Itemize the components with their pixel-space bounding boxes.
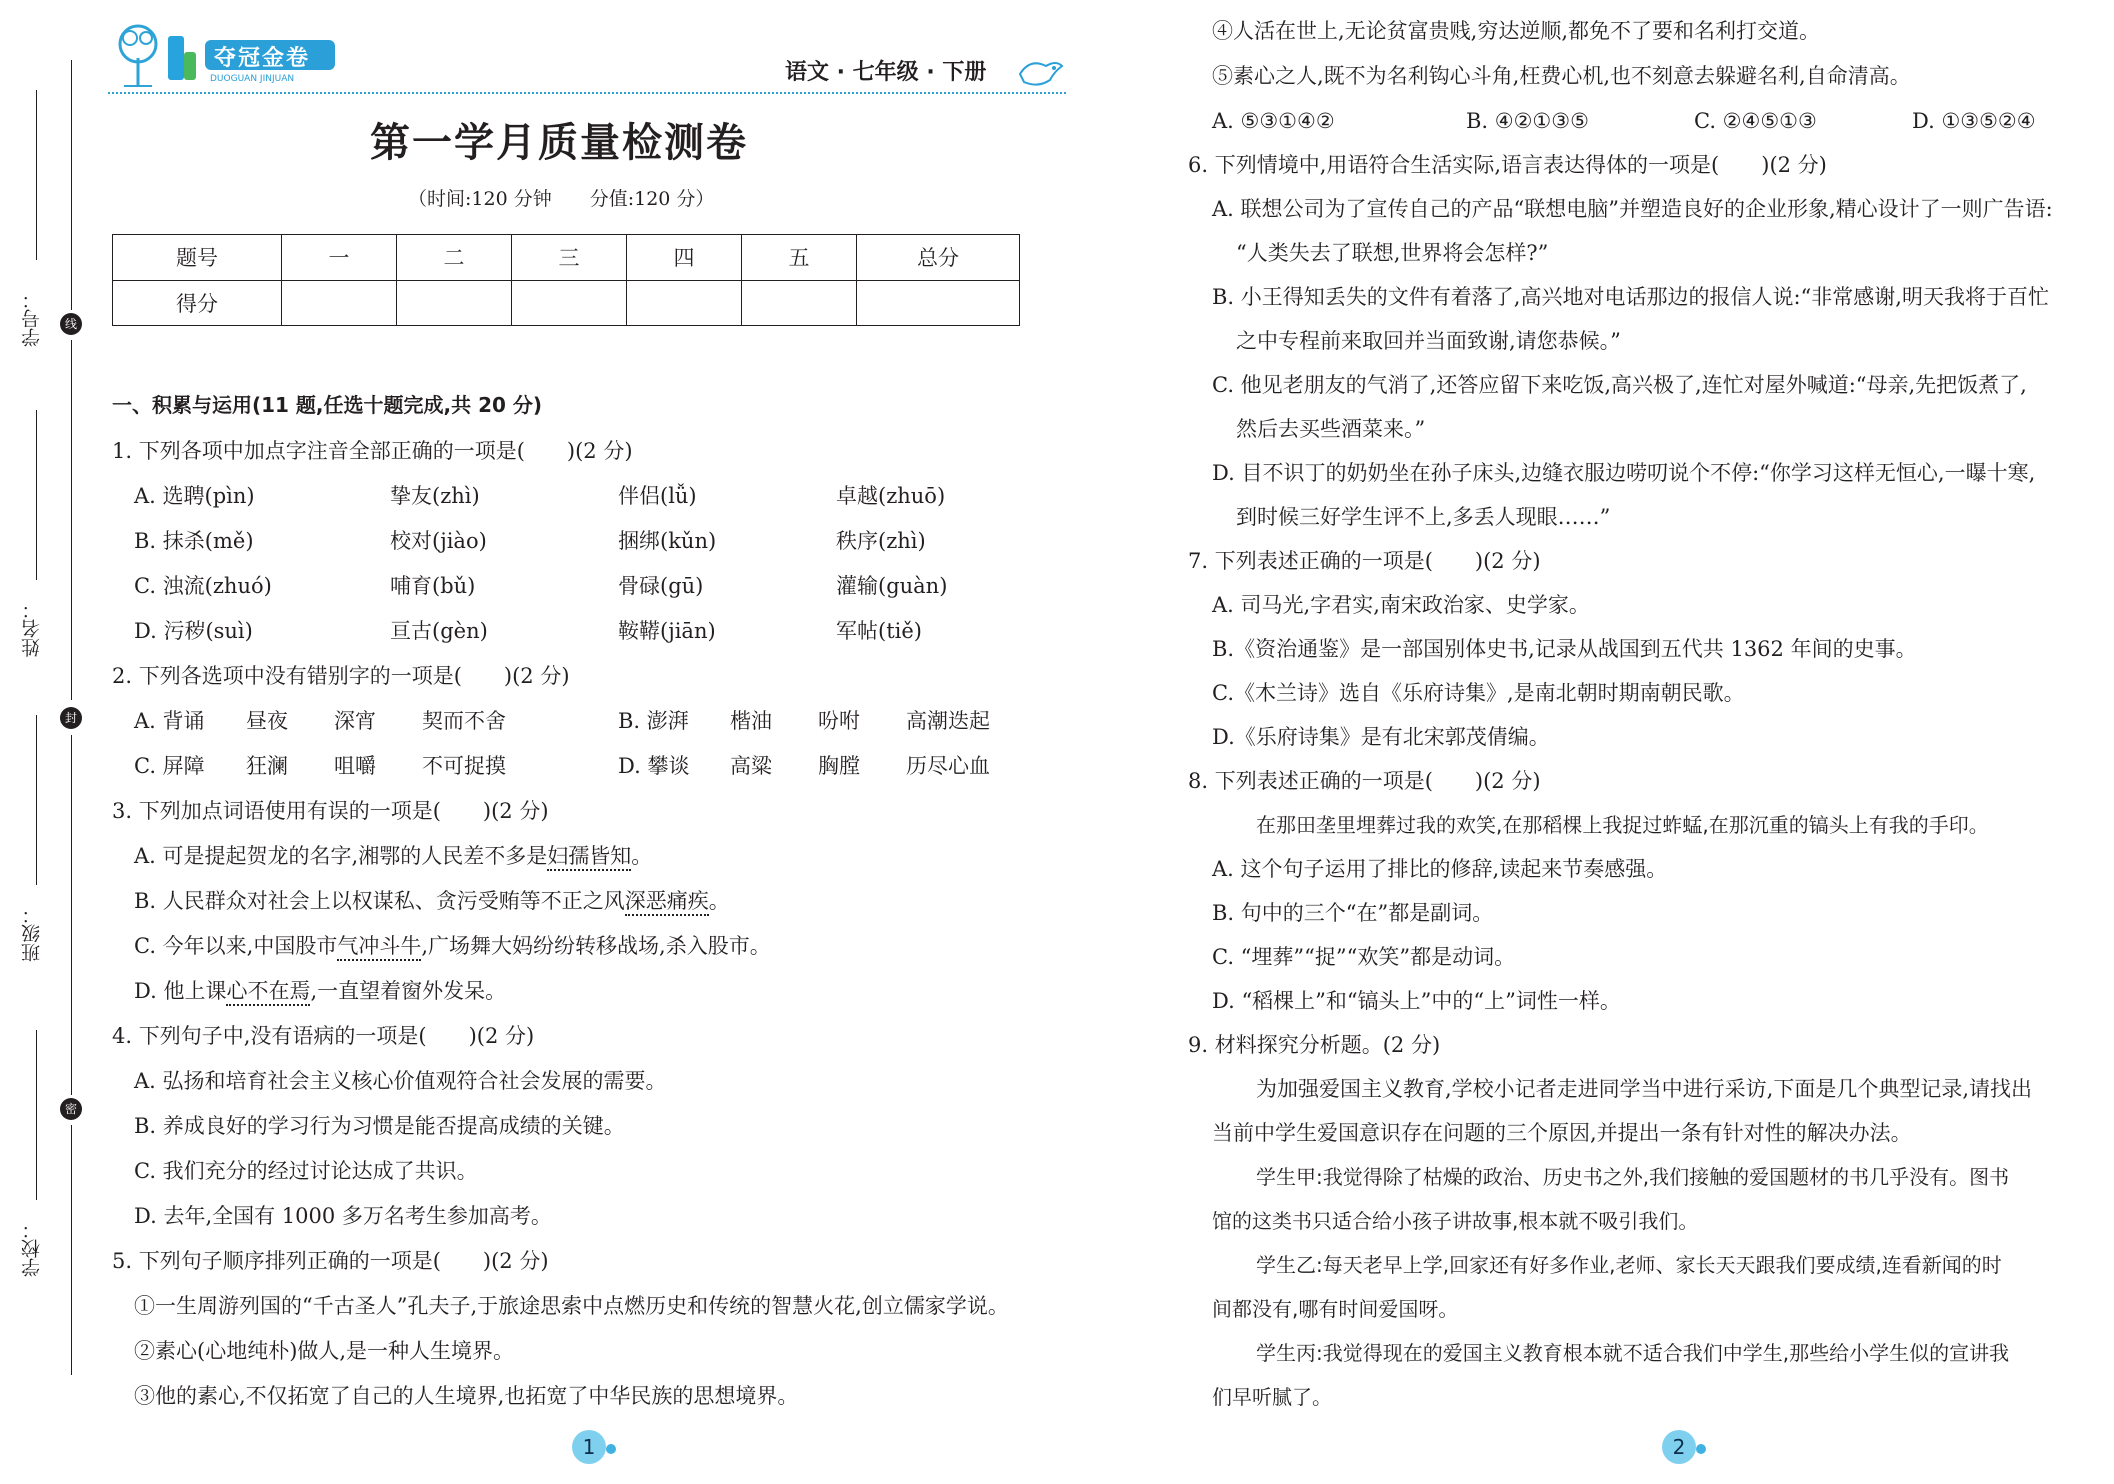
q6-line: 到时候三好学生评不上,多丢人现眼……” [1236,505,1611,529]
logo [110,18,340,90]
score-table-score-row [113,280,1020,326]
q9-stem: 9. 材料探究分析题。(2 分) [1188,1033,1441,1057]
binding-line [36,410,37,580]
q4-option: A. 弘扬和培育社会主义核心价值观符合社会发展的需要。 [134,1069,667,1093]
q8-quote: 在那田垄里埋葬过我的欢笑,在那稻棵上我捉过蚱蜢,在那沉重的镐头上有我的手印。 [1256,813,1989,837]
school-label: 学校： [21,1220,43,1277]
binding-vline [71,1125,72,1375]
score-cell[interactable] [512,280,627,326]
q2-stem: 2. 下列各选项中没有错别字的一项是( )(2 分) [112,664,570,688]
q9-line: 为加强爱国主义教育,学校小记者走进同学当中进行采访,下面是几个典型记录,请找出 [1256,1077,2033,1101]
q4-option: C. 我们充分的经过讨论达成了共识。 [134,1159,478,1183]
q1-option: 秩序(zhì) [836,529,926,553]
q6-line: 然后去买些酒菜来。” [1236,417,1426,441]
q3-option-c [134,933,771,959]
seal-dot-secret: 密 [60,1098,82,1120]
q9-line: 馆的这类书只适合给小孩子讲故事,根本就不吸引我们。 [1212,1209,1699,1233]
binding-vline [71,60,72,310]
q3-text: ,一直望着窗外发呆。 [310,979,507,1003]
score-header-cell: 题号 [113,235,282,281]
binding-vline [71,735,72,1095]
score-cell[interactable] [397,280,512,326]
q7-stem: 7. 下列表述正确的一项是( )(2 分) [1188,549,1541,573]
binding-line [36,90,37,260]
q1-option: 亘古(gèn) [390,619,488,643]
q3-text: A. 可是提起贺龙的名字,湘鄂的人民差不多是 [134,844,548,868]
page-number-1: 1 [572,1430,606,1464]
q6-line: 之中专程前来取回并当面致谢,请您恭候。” [1236,329,1621,353]
logo-text: 夺冠金卷 [214,46,311,71]
score-cell[interactable] [282,280,397,326]
q2-word: 高粱 [730,754,772,778]
q6-line: “人类失去了联想,世界将会怎样?” [1236,241,1549,265]
q2-word: 楷油 [730,709,772,733]
score-row-label: 得分 [113,280,282,326]
q7-option: D.《乐府诗集》是有北宋郭茂倩编。 [1212,725,1550,749]
q2-word: 咀嚼 [334,754,376,778]
q2-word: A. 背诵 [134,709,205,733]
score-cell[interactable] [742,280,857,326]
bird-icon [1016,52,1064,92]
q3-text: 。 [708,889,730,913]
q5-option: C. ②④⑤①③ [1694,109,1817,133]
q5-option: A. ⑤③①④② [1212,109,1335,133]
q5-sentence: ①一生周游列国的“千古圣人”孔夫子,于旅途思索中点燃历史和传统的智慧火花,创立儒家学说。 [134,1294,1009,1318]
score-header-cell: 二 [397,235,512,281]
q4-stem: 4. 下列句子中,没有语病的一项是( )(2 分) [112,1024,535,1048]
q2-word: 契而不舍 [422,709,506,733]
q5-stem: 5. 下列句子顺序排列正确的一项是( )(2 分) [112,1249,549,1273]
q1-option: 挚友(zhì) [390,484,480,508]
page-number-2: 2 [1662,1430,1696,1464]
q1-option: 捆绑(kǔn) [618,529,717,553]
q5-sentence: ⑤素心之人,既不为名利钩心斗角,枉费心机,也不刻意去躲避名利,自命清高。 [1212,64,1911,88]
q9-line: 学生乙:每天老早上学,回家还有好多作业,老师、家长天天跟我们要成绩,连看新闻的时 [1256,1253,2002,1277]
q4-option: B. 养成良好的学习行为习惯是能否提高成绩的关键。 [134,1114,625,1138]
header-rule [108,92,1066,94]
binding-vline [71,340,72,700]
q8-option: D. “稻棵上”和“镐头上”中的“上”词性一样。 [1212,989,1621,1013]
q2-word: 昼夜 [246,709,288,733]
class-label: 班级： [21,905,43,962]
score-header-cell: 一 [282,235,397,281]
q5-sentence: ④人活在世上,无论贫富贵贱,穷达逆顺,都免不了要和名利打交道。 [1212,19,1821,43]
logo-subtext: DUOGUAN JINJUAN [210,74,295,84]
q3-text: D. 他上课 [134,979,227,1003]
q2-word: B. 澎湃 [618,709,689,733]
q8-option: B. 句中的三个“在”都是副词。 [1212,901,1494,925]
score-cell[interactable] [627,280,742,326]
q3-text: B. 人民群众对社会上以权谋私、贪污受贿等不正之风 [134,889,625,913]
binding-line [36,715,37,885]
name-label: 姓名： [21,600,43,657]
section-heading: 一、积累与运用(11 题,任选十题完成,共 20 分) [112,393,543,417]
q9-line: 当前中学生爱国意识存在问题的三个原因,并提出一条有针对性的解决办法。 [1212,1121,1912,1145]
q6-line: A. 联想公司为了宣传自己的产品“联想电脑”并塑造良好的企业形象,精心设计了一则广告语: [1212,197,2053,221]
time-info: （时间:120 分钟 分值:120 分） [408,188,715,210]
q1-option: 伴侣(lǚ) [618,484,697,508]
q3-dotted-phrase: 妇孺皆知 [547,844,631,871]
page-title: 第一学月质量检测卷 [370,120,748,166]
q1-option: 灌输(guàn) [836,574,948,598]
q1-option: 军帖(tiě) [836,619,922,643]
q9-line: 们早听腻了。 [1212,1385,1332,1409]
q3-stem: 3. 下列加点词语使用有误的一项是( )(2 分) [112,799,549,823]
binding-line [36,1030,37,1200]
q2-word: 狂澜 [246,754,288,778]
q5-sentence: ③他的素心,不仅拓宽了自己的人生境界,也拓宽了中华民族的思想境界。 [134,1384,799,1408]
page-number-decor [606,1444,616,1454]
q8-option: A. 这个句子运用了排比的修辞,读起来节奏感强。 [1212,857,1668,881]
q2-word: 历尽心血 [906,754,990,778]
q3-option-a [134,843,652,869]
q5-option: B. ④②①③⑤ [1466,109,1589,133]
seal-dot-seal: 封 [60,707,82,729]
q1-option: D. 污秽(suì) [134,619,253,643]
subject-header: 语文 · 七年级 · 下册 [785,60,987,85]
q2-word: C. 屏障 [134,754,205,778]
q5-option: D. ①③⑤②④ [1912,109,2036,133]
q7-option: B.《资治通鉴》是一部国别体史书,记录从战国到五代共 1362 年间的史事。 [1212,637,1917,661]
q1-option: 校对(jiào) [390,529,487,553]
score-table [112,234,1020,326]
q9-line: 学生丙:我觉得现在的爱国主义教育根本就不适合我们中学生,那些给小学生似的宣讲我 [1256,1341,2010,1365]
q8-option: C. “埋葬”“捉”“欢笑”都是动词。 [1212,945,1516,969]
score-header-cell: 五 [742,235,857,281]
score-header-cell: 四 [627,235,742,281]
q3-text: C. 今年以来,中国股市 [134,934,338,958]
q1-option: 哺育(bǔ) [390,574,476,598]
score-header-cell: 三 [512,235,627,281]
q1-option: 鞍鞯(jiān) [618,619,716,643]
q1-option: C. 浊流(zhuó) [134,574,272,598]
q1-stem: 1. 下列各项中加点字注音全部正确的一项是( )(2 分) [112,439,633,463]
q8-stem: 8. 下列表述正确的一项是( )(2 分) [1188,769,1541,793]
score-header-cell: 总分 [857,235,1020,281]
page-number-decor [1696,1444,1706,1454]
q3-dotted-phrase: 深恶痛疾 [625,889,709,916]
seal-dot-line: 线 [60,313,82,335]
q5-sentence: ②素心(心地纯朴)做人,是一种人生境界。 [134,1339,515,1363]
q2-word: 高潮迭起 [906,709,990,733]
score-cell[interactable] [857,280,1020,326]
q3-text: ,广场舞大妈纷纷转移战场,杀入股市。 [421,934,771,958]
q9-line: 学生甲:我觉得除了枯燥的政治、历史书之外,我们接触的爱国题材的书几乎没有。图书 [1256,1165,2010,1189]
q6-line: B. 小王得知丢失的文件有着落了,高兴地对电话那边的报信人说:“非常感谢,明天我将于百忙 [1212,285,2049,309]
score-table-header-row [113,235,1020,281]
q3-dotted-phrase: 气冲斗牛 [337,934,421,961]
q4-option: D. 去年,全国有 1000 多万名考生参加高考。 [134,1204,552,1228]
q2-word: D. 攀谈 [618,754,690,778]
q6-stem: 6. 下列情境中,用语符合生活实际,语言表达得体的一项是( )(2 分) [1188,153,1827,177]
q6-line: D. 目不识丁的奶奶坐在孙子床头,边缝衣服边唠叨说个不停:“你学习这样无恒心,一曝十寒, [1212,461,2036,485]
q2-word: 胸膛 [818,754,860,778]
q2-word: 不可捉摸 [422,754,506,778]
q1-option: B. 抹杀(mě) [134,529,254,553]
q1-option: 骨碌(gū) [618,574,704,598]
q3-option-d [134,978,506,1004]
q9-line: 间都没有,哪有时间爱国呀。 [1212,1297,1459,1321]
q2-word: 吩咐 [818,709,860,733]
q7-option: C.《木兰诗》选自《乐府诗集》,是南北朝时期南朝民歌。 [1212,681,1745,705]
q2-word: 深宵 [334,709,376,733]
q3-text: 。 [631,844,653,868]
q6-line: C. 他见老朋友的气消了,还答应留下来吃饭,高兴极了,连忙对屋外喊道:“母亲,先把饭煮了, [1212,373,2027,397]
q3-option-b [134,888,730,914]
student-id-label: 学号： [21,290,43,347]
q3-dotted-phrase: 心不在焉 [226,979,310,1006]
q7-option: A. 司马光,字君实,南宋政治家、史学家。 [1212,593,1590,617]
q1-option: 卓越(zhuō) [836,484,946,508]
q1-option: A. 选聘(pìn) [134,484,255,508]
